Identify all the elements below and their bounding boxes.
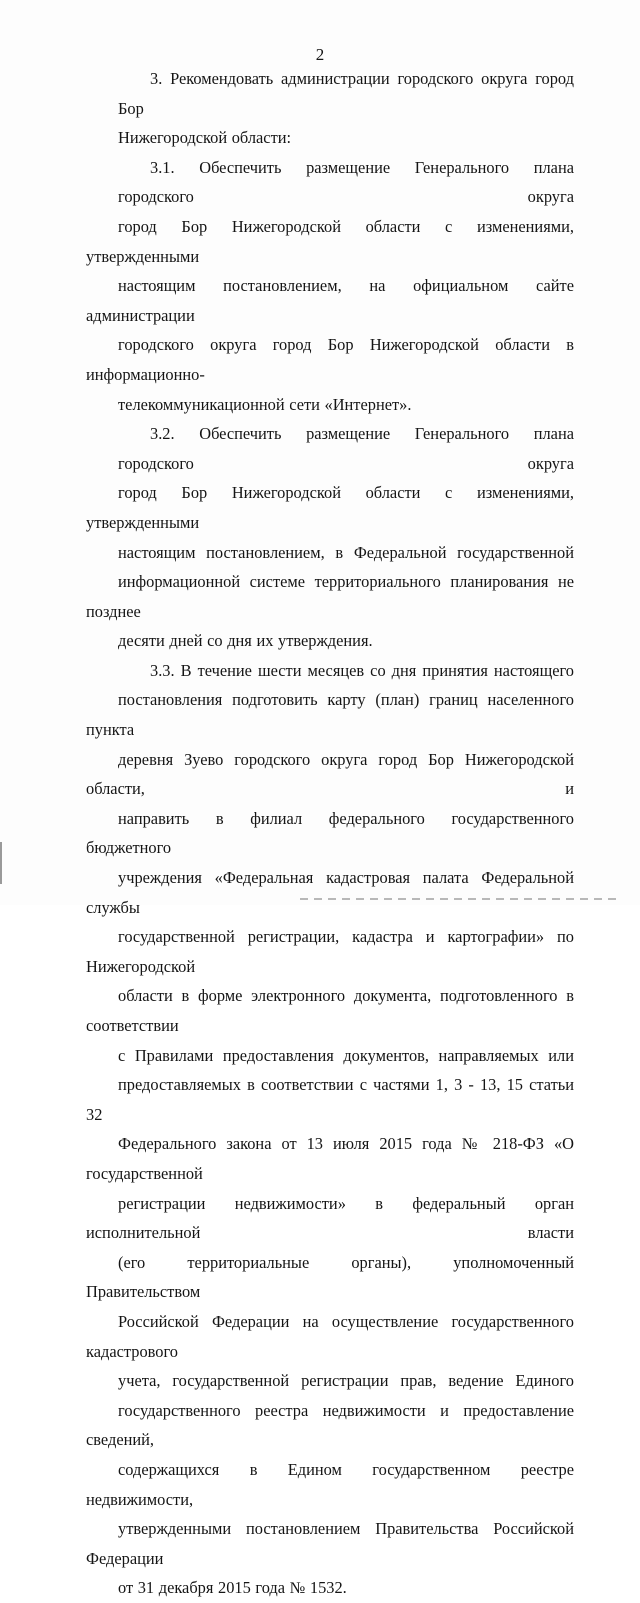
text-line: государственного реестра недвижимости и предоставление сведений,: [86, 1400, 574, 1450]
text-line: утвержденными постановлением Правительства Российской Федерации: [86, 1519, 574, 1568]
document-body: [86, 64, 574, 1603]
text-line: Российской Федерации на осуществление государственного кадастрового: [86, 1311, 574, 1361]
text-line: десяти дней со дня их утверждения.: [118, 631, 373, 651]
text-line: настоящим постановлением, в Федеральной государственной: [118, 542, 574, 562]
text-line: содержащихся в Едином государственном реестре недвижимости,: [86, 1459, 574, 1509]
text-line: постановления подготовить карту (план) границ населенного пункта: [86, 690, 574, 740]
text-line: 3.3. В течение шести месяцев со дня принятия настоящего: [150, 660, 574, 680]
paragraph-item-3-1: [86, 153, 574, 419]
text-line: 3.1. Обеспечить размещение Генерального плана городского округа: [118, 157, 574, 207]
paragraph-item-3-3: [86, 656, 574, 1603]
text-line: город Бор Нижегородской области с изменениями, утвержденными: [86, 216, 574, 266]
text-line: 3.2. Обеспечить размещение Генерального плана городского округа: [118, 424, 574, 473]
text-line: с Правилами предоставления документов, направляемых или: [118, 1045, 574, 1065]
text-line: (его территориальные органы), уполномоченный Правительством: [86, 1252, 574, 1302]
text-line: настоящим постановлением, на официальном сайте администрации: [86, 276, 574, 325]
text-line: деревня Зуево городского округа город Бор Нижегородской области, и: [86, 749, 574, 799]
scan-margin-mark: [0, 842, 2, 884]
paragraph-item-3-2: [86, 419, 574, 656]
text-line: Федерального закона от 13 июля 2015 года № 218-ФЗ «О государственной: [86, 1134, 574, 1183]
page-number: 2: [315, 45, 325, 64]
text-line: учета, государственной регистрации прав, ведение Единого: [118, 1371, 574, 1391]
text-line: государственной регистрации, кадастра и картографии» по Нижегородской: [86, 927, 574, 976]
text-line: направить в филиал федерального государственного бюджетного: [86, 808, 574, 858]
text-line: предоставляемых в соответствии с частями 1, 3 - 13, 15 статьи 32: [86, 1075, 574, 1124]
paragraph-item-3: [86, 64, 574, 153]
text-line: город Бор Нижегородской области с изменениями, утвержденными: [86, 483, 574, 532]
text-line: телекоммуникационной сети «Интернет».: [118, 394, 412, 414]
text-line: городского округа город Бор Нижегородской области в информационно-: [86, 335, 574, 384]
text-line: регистрации недвижимости» в федеральный орган исполнительной власти: [86, 1193, 574, 1243]
text-line: информационной системе территориального планирования не позднее: [86, 572, 574, 621]
text-line: Нижегородской области:: [118, 128, 292, 148]
scan-bottom-edge: [300, 898, 620, 900]
text-line: от 31 декабря 2015 года № 1532.: [118, 1578, 347, 1598]
text-line: области в форме электронного документа, подготовленного в соответствии: [86, 986, 574, 1035]
text-line: 3. Рекомендовать администрации городского округа город Бор: [118, 69, 574, 118]
text-line: учреждения «Федеральная кадастровая палата Федеральной службы: [86, 868, 574, 917]
